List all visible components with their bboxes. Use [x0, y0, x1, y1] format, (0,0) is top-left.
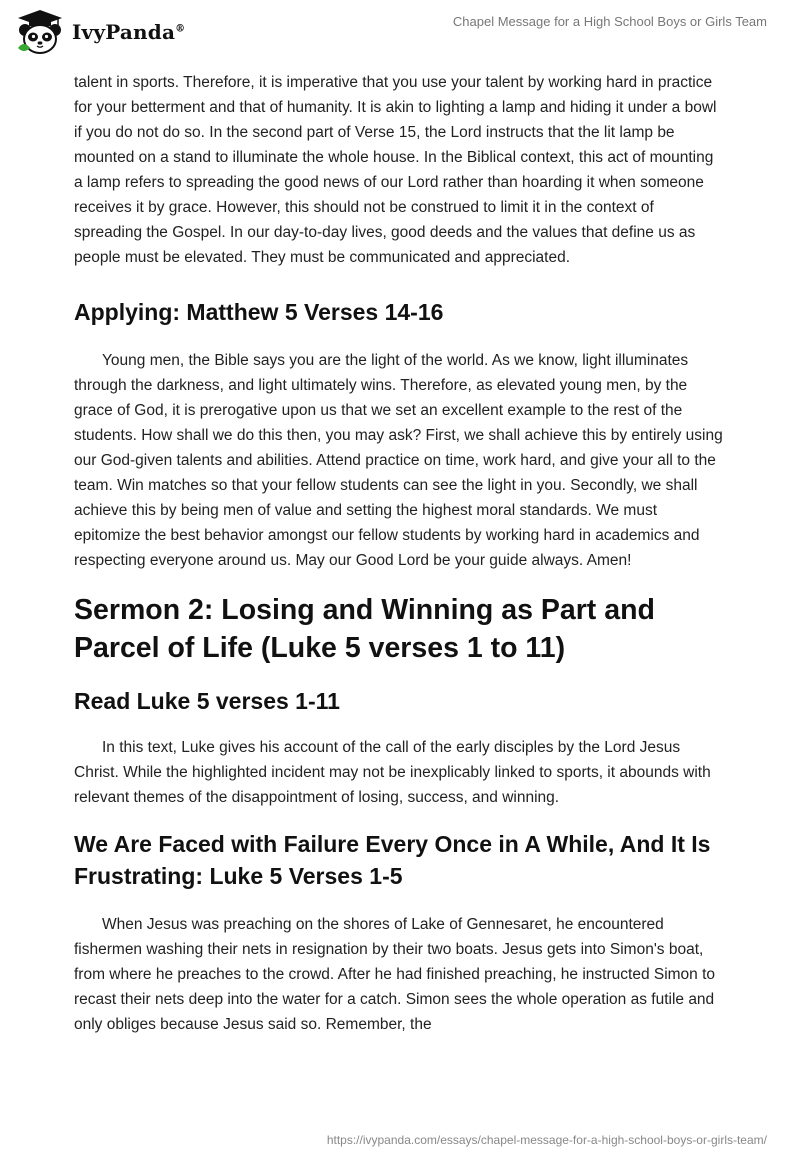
article-body	[74, 70, 726, 1037]
paragraph-young-men: Young men, the Bible says you are the light of the world. As we know, light illuminates through the darkness, and light ultimately wins. Therefore, as elevated young men, by the grace of God, it is prerogative upon us that we set an excellent example to the rest of the students. How shall we do this then, you may ask? First, we shall achieve this by entirely using our God-given talents and abilities. Attend practice on time, work hard, and give your all to the team. Win matches so that your fellow students can see the light in you. Secondly, we shall achieve this by being men of value and setting the highest moral standards. We must epitomize the best behavior amongst our fellow students by working hard in academics and respecting everyone around us. May our Good Lord be your guide always. Amen!	[74, 352, 723, 569]
document-title: Chapel Message for a High School Boys or Girls Team	[452, 14, 767, 29]
ivypanda-logo[interactable]	[14, 8, 185, 56]
paragraph-gennesaret: When Jesus was preaching on the shores of Lake of Gennesaret, he encountered fishermen washing their nets in resignation by their two boats. Jesus gets into Simon's boat, from where he preaches to the crowd. After he had finished preaching, he instructed Simon to recast their nets deep into the water for a catch. Simon sees the whole operation as futile and only obliges because Jesus said so. Remember, the	[74, 916, 716, 1033]
page-header	[0, 0, 800, 64]
paragraph-talent: talent in sports. Therefore, it is imperative that you use your talent by working hard in practice for your betterment and that of humanity. It is akin to lighting a lamp and hiding it under a bowl if you do not do so. In the second part of Verse 15, the Lord instructs that the lit lamp be mounted on a stand to illuminate the whole house. In the Biblical context, this act of mounting a lamp refers to spreading the good news of our Lord rather than hoarding it when someone receives it by grace. However, this should not be construed to limit it in the context of spreading the Gospel. In our day-to-day lives, good deeds and the values that define us as people must be elevated. They must be communicated and appreciated.	[74, 74, 717, 266]
heading-failure: We Are Faced with Failure Every Once in A While, And It Is Frustrating: Luke 5 Verses 1-5	[74, 831, 711, 889]
brand-name: IvyPanda®	[72, 20, 186, 44]
source-url[interactable]: https://ivypanda.com/essays/chapel-message-for-a-high-school-boys-or-girls-team/	[326, 1133, 767, 1147]
heading-applying: Applying: Matthew 5 Verses 14-16	[74, 299, 444, 325]
paragraph-luke-account: In this text, Luke gives his account of the call of the early disciples by the Lord Jesus Christ. While the highlighted incident may not be inexplicably linked to sports, it abounds with relevant themes of the disappointment of losing, success, and winning.	[74, 739, 711, 806]
heading-read-luke: Read Luke 5 verses 1-11	[74, 688, 340, 714]
panda-graduate-icon	[14, 8, 66, 56]
heading-sermon-2: Sermon 2: Losing and Winning as Part and Parcel of Life (Luke 5 verses 1 to 11)	[74, 594, 655, 664]
